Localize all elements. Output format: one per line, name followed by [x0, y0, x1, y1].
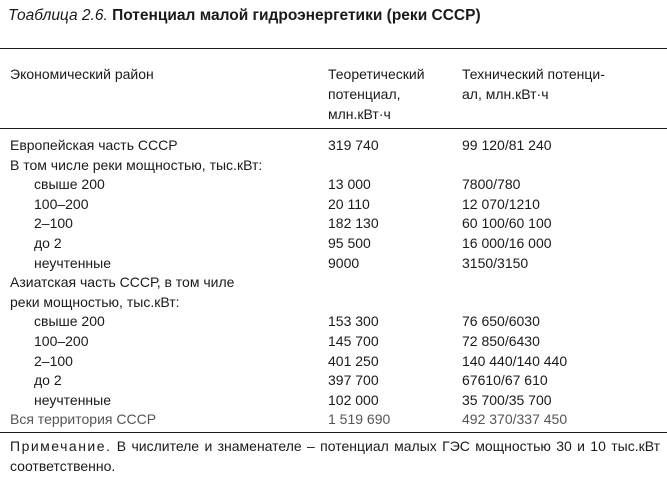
table-row — [0, 155, 667, 175]
row-theoretical-value: 95 500 — [328, 235, 371, 251]
row-label: свыше 200 — [34, 176, 105, 192]
header-theoretical: Теоретический потенциал, млн.кВт·ч — [328, 66, 425, 122]
row-technical-value: 12 070/1210 — [462, 196, 540, 212]
row-theoretical-value: 401 250 — [328, 353, 379, 369]
row-label: неучтенные — [34, 255, 112, 271]
row-theoretical-value: 1 519 690 — [328, 411, 391, 427]
row-technical-value: 492 370/337 450 — [462, 411, 568, 427]
row-label: Азиатская часть СССР, в том чиле — [10, 274, 235, 290]
top-rule — [0, 48, 667, 49]
row-technical-value: 72 850/6430 — [462, 333, 540, 349]
table-row — [0, 174, 667, 194]
row-technical-value: 99 120/81 240 — [462, 137, 552, 153]
table-row — [0, 390, 667, 410]
table-row — [0, 409, 667, 429]
header-technical: Технический потенци- ал, млн.кВт·ч — [462, 66, 605, 102]
row-technical-value: 16 000/16 000 — [462, 235, 552, 251]
row-technical-value: 35 700/35 700 — [462, 392, 552, 408]
row-theoretical-value: 145 700 — [328, 333, 379, 349]
table-caption — [8, 6, 608, 25]
table-row — [0, 233, 667, 253]
row-theoretical-value: 397 700 — [328, 372, 379, 388]
row-label: Европейская часть СССР — [10, 137, 178, 153]
header-region: Экономический район — [10, 66, 154, 82]
row-technical-value: 67610/67 610 — [462, 372, 548, 388]
row-technical-value: 76 650/6030 — [462, 313, 540, 329]
row-label: Вся территория СССР — [10, 411, 157, 427]
table-row — [0, 135, 667, 155]
table-row — [0, 272, 667, 292]
row-technical-value: 60 100/60 100 — [462, 215, 552, 231]
row-label: реки мощностью, тыс.кВт: — [10, 294, 180, 310]
table-row — [0, 292, 667, 312]
row-theoretical-value: 319 740 — [328, 137, 379, 153]
header-rule — [0, 128, 667, 129]
row-theoretical-value: 20 110 — [328, 196, 370, 212]
row-label: 2–100 — [34, 215, 73, 231]
row-label: до 2 — [34, 372, 62, 388]
row-label: В том числе реки мощностью, тыс.кВт: — [10, 157, 263, 173]
row-theoretical-value: 9000 — [328, 255, 360, 271]
row-label: 100–200 — [34, 196, 89, 212]
row-theoretical-value: 13 000 — [328, 176, 371, 192]
table-title: Потенциал малой гидроэнергетики (реки СССР) — [112, 7, 481, 24]
note-lead: Примечание. — [10, 438, 112, 454]
table-row — [0, 213, 667, 233]
row-technical-value: 7800/780 — [462, 176, 521, 192]
table-row — [0, 370, 667, 390]
row-label: 2–100 — [34, 353, 73, 369]
note-text: В числителе и знаменателе – потенциал малых ГЭС мощностью 30 и 10 тыс.кВт соответственно. — [10, 438, 660, 474]
row-technical-value: 140 440/140 440 — [462, 353, 568, 369]
table-row — [0, 331, 667, 351]
row-label: неучтенные — [34, 392, 112, 408]
row-technical-value: 3150/3150 — [462, 255, 529, 271]
table-note — [10, 436, 660, 476]
row-theoretical-value: 182 130 — [328, 215, 379, 231]
row-label: 100–200 — [34, 333, 89, 349]
table-row — [0, 351, 667, 371]
table-number: Тоаблица 2.6. — [8, 7, 108, 24]
row-label: свыше 200 — [34, 313, 105, 329]
table-row — [0, 311, 667, 331]
bottom-rule — [0, 432, 667, 433]
row-theoretical-value: 153 300 — [328, 313, 379, 329]
table-row — [0, 194, 667, 214]
row-label: до 2 — [34, 235, 62, 251]
row-theoretical-value: 102 000 — [328, 392, 379, 408]
table-row — [0, 253, 667, 273]
